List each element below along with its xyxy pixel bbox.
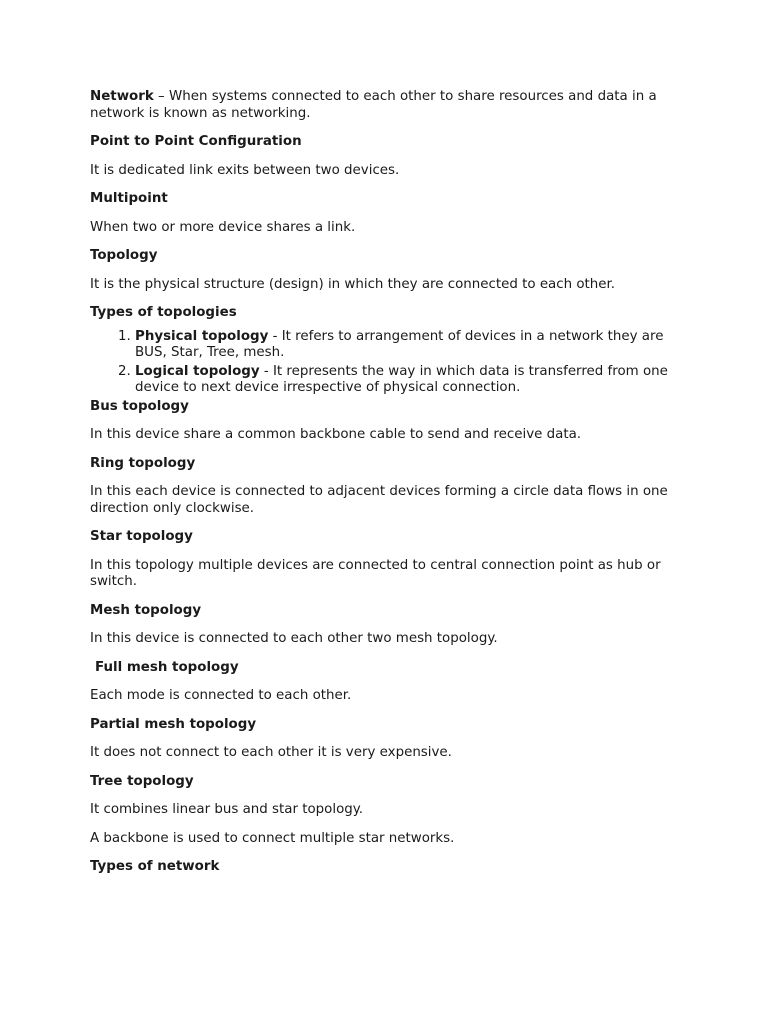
- heading-multipoint: Multipoint: [90, 191, 168, 206]
- logical-topology-text: - It represents the way in which data is transferred from one device to next device irrespective of physical connection.: [135, 363, 668, 395]
- list-item-logical-topology: [135, 364, 676, 397]
- partial-mesh-topology-text: It does not connect to each other it is very expensive.: [90, 745, 452, 760]
- physical-topology-term: Physical topology: [135, 328, 269, 344]
- heading-tree-topology: Tree topology: [90, 773, 194, 789]
- mesh-topology-text: In this device is connected to each other two mesh topology.: [90, 631, 498, 646]
- ring-topology-text: In this each device is connected to adjacent devices forming a circle data flows in one direction only clockwise.: [90, 484, 668, 516]
- tree-topology-text-1: It combines linear bus and star topology.: [90, 802, 364, 817]
- topology-text: It is the physical structure (design) in which they are connected to each other.: [90, 276, 616, 292]
- network-definition-text: – When systems connected to each other to share resources and data in a network is known as networking.: [90, 89, 657, 121]
- heading-star-topology: Star topology: [90, 529, 193, 544]
- heading-types-of-topologies: Types of topologies: [90, 305, 237, 320]
- heading-full-mesh-topology: Full mesh topology: [95, 659, 239, 675]
- topology-types-list: [90, 329, 676, 397]
- heading-point-to-point: Point to Point Configuration: [90, 134, 302, 149]
- heading-types-of-network: Types of network: [90, 859, 220, 874]
- network-term: Network: [90, 89, 154, 104]
- heading-ring-topology: Ring topology: [90, 455, 196, 471]
- full-mesh-topology-text: Each mode is connected to each other.: [90, 688, 352, 703]
- point-to-point-text: It is dedicated link exits between two devices.: [90, 162, 400, 178]
- tree-topology-text-2: A backbone is used to connect multiple star networks.: [90, 830, 455, 846]
- heading-bus-topology: Bus topology: [90, 398, 189, 414]
- physical-topology-text: - It refers to arrangement of devices in a network they are BUS, Star, Tree, mesh.: [135, 328, 664, 360]
- logical-topology-term: Logical topology: [135, 363, 260, 379]
- heading-partial-mesh-topology: Partial mesh topology: [90, 716, 257, 732]
- network-definition: [90, 89, 676, 122]
- bus-topology-text: In this device share a common backbone cable to send and receive data.: [90, 427, 582, 442]
- heading-mesh-topology: Mesh topology: [90, 602, 202, 618]
- star-topology-text: In this topology multiple devices are connected to central connection point as hub or switch.: [90, 557, 661, 589]
- list-item-physical-topology: [135, 329, 676, 362]
- heading-topology: Topology: [90, 248, 158, 263]
- multipoint-text: When two or more device shares a link.: [90, 219, 356, 235]
